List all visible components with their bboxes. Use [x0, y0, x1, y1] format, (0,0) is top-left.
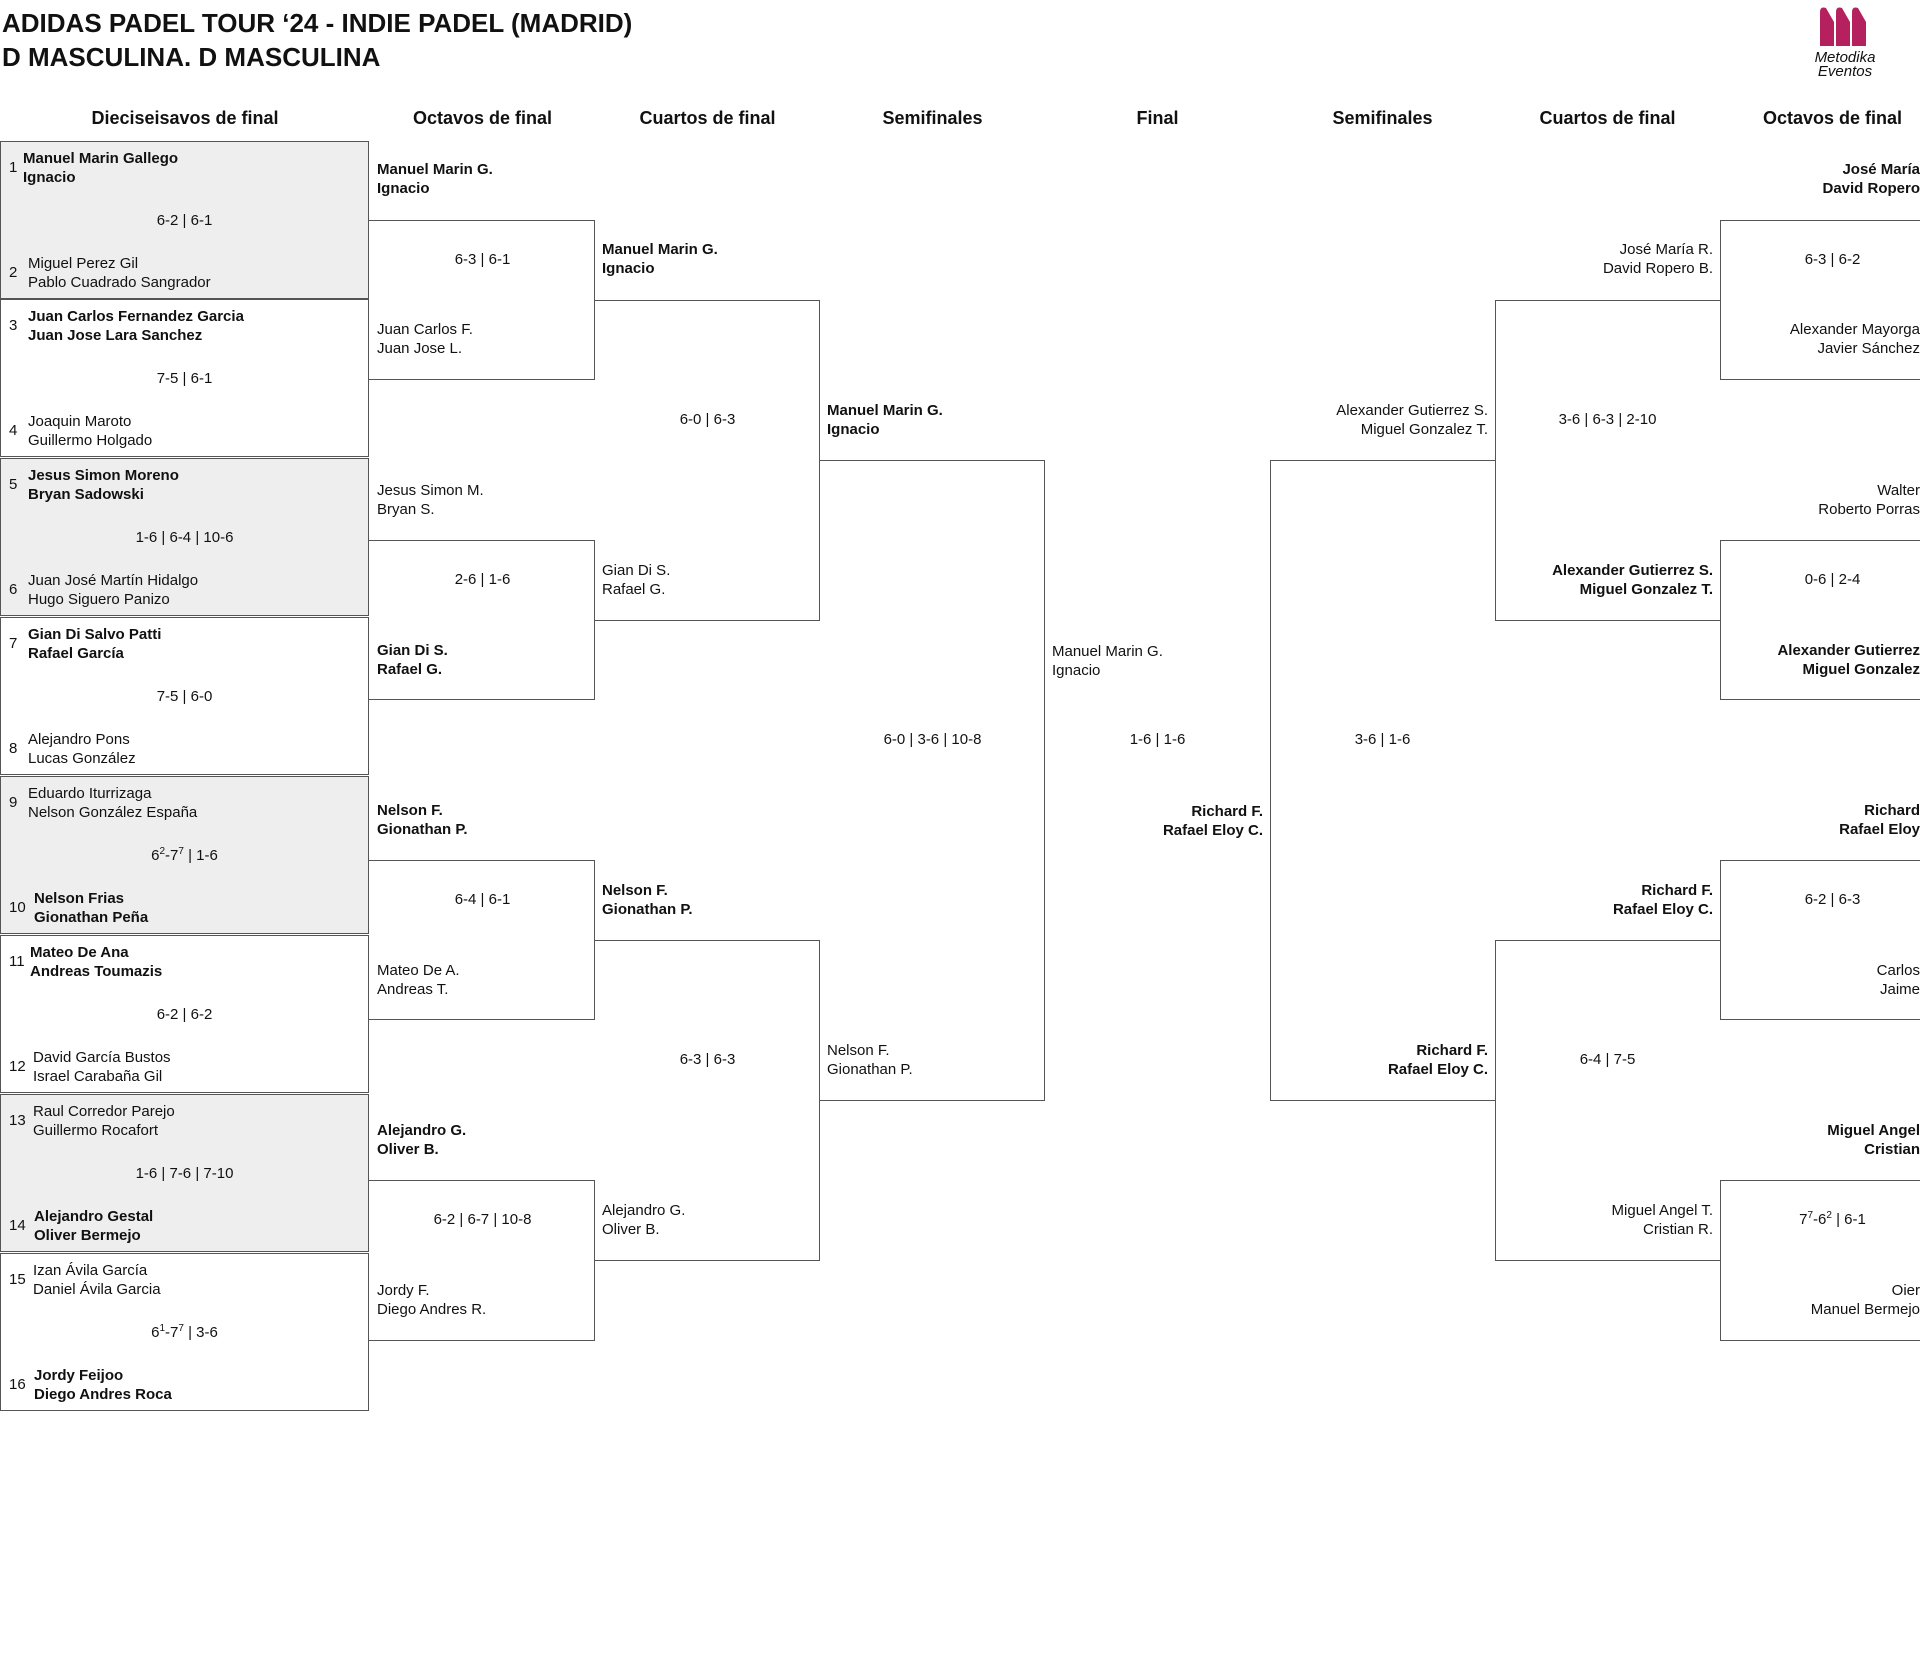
- qf-1-team-winner: Manuel Marin G. Ignacio: [602, 241, 718, 277]
- sf-team-loser: Nelson F. Gionathan P.: [827, 1042, 913, 1078]
- match-score: 6-2 | 6-2: [156, 1006, 213, 1023]
- sf-right-team-loser: Alexander Gutierrez S. Miguel Gonzalez T.: [1336, 402, 1488, 438]
- team-winner: Jesus Simon Moreno Bryan Sadowski: [28, 467, 179, 503]
- match-r32-3: [0, 458, 369, 616]
- qf-right-2-team-loser: Miguel Angel T. Cristian R.: [1611, 1202, 1713, 1238]
- match-score: 7-5 | 6-0: [156, 688, 213, 705]
- final-team-right: Richard F. Rafael Eloy C.: [1162, 803, 1263, 839]
- r16-3-score: 6-4 | 6-1: [454, 891, 511, 908]
- qf-right-2-score: 6-4 | 7-5: [1579, 1051, 1636, 1068]
- match-score: 1-6 | 6-4 | 10-6: [135, 529, 234, 546]
- team-loser: Raul Corredor Parejo Guillermo Rocafort: [33, 1103, 175, 1139]
- match-score: $6^1-7^7$ | 3-6: [151, 1323, 218, 1341]
- sf-score: 6-0 | 3-6 | 10-8: [883, 731, 982, 748]
- qf-2-score: 6-3 | 6-3: [679, 1051, 736, 1068]
- team-winner: Manuel Marin Gallego Ignacio: [23, 150, 179, 186]
- team-winner: Gian Di Salvo Patti Rafael García: [28, 626, 162, 662]
- round-heading-sf-right: Semifinales: [1332, 108, 1433, 128]
- seed-number: 6: [9, 581, 18, 598]
- match-score: 6-2 | 6-1: [156, 212, 213, 229]
- round-heading-r32: Dieciseisavos de final: [91, 108, 279, 128]
- match-score: 7-5 | 6-1: [156, 370, 213, 387]
- seed-number: 3: [9, 317, 18, 334]
- logo-text-line2: Eventos: [1817, 63, 1873, 80]
- qf-2-team-winner: Nelson F. Gionathan P.: [602, 882, 693, 918]
- round-heading-qf-right: Cuartos de final: [1539, 108, 1676, 128]
- sf-right-team-winner: Richard F. Rafael Eloy C.: [1387, 1042, 1488, 1078]
- r16-right-3-team-loser: Carlos Jaime: [1876, 962, 1920, 998]
- sf-team-winner: Manuel Marin G. Ignacio: [827, 402, 943, 438]
- seed-number: 16: [9, 1376, 26, 1393]
- bracket-connector-sf: [819, 460, 1045, 1101]
- team-winner: Alejandro Gestal Oliver Bermejo: [34, 1208, 154, 1244]
- qf-right-1-team-winner: Alexander Gutierrez S. Miguel Gonzalez T.: [1552, 562, 1713, 598]
- logo-mark-icon: [1790, 4, 1900, 48]
- r16-right-1-score: 6-3 | 6-2: [1804, 251, 1861, 268]
- match-r32-2: [0, 299, 369, 457]
- match-r32-1: [0, 141, 369, 299]
- team-loser: Miguel Perez Gil Pablo Cuadrado Sangrador: [28, 255, 211, 291]
- metodika-logo: [1790, 4, 1900, 78]
- r16-2-team-loser: Jesus Simon M. Bryan S.: [377, 482, 484, 518]
- team-winner: Mateo De Ana Andreas Toumazis: [30, 944, 163, 980]
- r16-2-team-winner: Gian Di S. Rafael G.: [377, 642, 448, 678]
- bracket-connector-sf-right: [1270, 460, 1496, 1101]
- team-winner: Juan Carlos Fernandez Garcia Juan Jose Lara Sanchez: [28, 308, 244, 344]
- r16-right-2-team-loser: Walter Roberto Porras: [1818, 482, 1920, 518]
- qf-1-score: 6-0 | 6-3: [679, 411, 736, 428]
- match-score: 1-6 | 7-6 | 7-10: [135, 1165, 234, 1182]
- round-heading-final: Final: [1136, 108, 1179, 128]
- final-team-left: Manuel Marin G. Ignacio: [1052, 643, 1163, 679]
- r16-right-1-team-winner: José María David Ropero: [1822, 161, 1920, 197]
- draw-category: D MASCULINA. D MASCULINA: [2, 42, 381, 72]
- seed-number: 7: [9, 635, 18, 652]
- match-r32-4: [0, 617, 369, 775]
- team-loser: Izan Ávila García Daniel Ávila Garcia: [33, 1262, 161, 1298]
- r16-2-score: 2-6 | 1-6: [454, 571, 511, 588]
- qf-right-2-team-winner: Richard F. Rafael Eloy C.: [1612, 882, 1713, 918]
- seed-number: 9: [9, 794, 18, 811]
- round-heading-r16-right: Octavos de final: [1762, 108, 1903, 128]
- round-heading-r16: Octavos de final: [412, 108, 553, 128]
- seed-number: 1: [9, 159, 18, 176]
- match-score: $6^2-7^7$ | 1-6: [151, 846, 218, 864]
- r16-4-team-winner: Alejandro G. Oliver B.: [377, 1122, 467, 1158]
- team-winner: Jordy Feijoo Diego Andres Roca: [34, 1367, 172, 1403]
- round-heading-sf: Semifinales: [882, 108, 983, 128]
- r16-right-3-score: 6-2 | 6-3: [1804, 891, 1861, 908]
- seed-number: 8: [9, 740, 18, 757]
- seed-number: 2: [9, 264, 18, 281]
- r16-3-team-loser: Mateo De A. Andreas T.: [377, 962, 460, 998]
- match-r32-7: [0, 1094, 369, 1252]
- team-loser: Juan José Martín Hidalgo Hugo Siguero Panizo: [28, 572, 199, 608]
- team-loser: Alejandro Pons Lucas González: [28, 731, 136, 767]
- r16-right-2-score: 0-6 | 2-4: [1804, 571, 1861, 588]
- match-r32-5: [0, 776, 369, 934]
- qf-1-team-loser: Gian Di S. Rafael G.: [602, 562, 671, 598]
- r16-4-score: 6-2 | 6-7 | 10-8: [433, 1211, 532, 1228]
- team-loser: Eduardo Iturrizaga Nelson González España: [28, 785, 198, 821]
- final-score: 1-6 | 1-6: [1129, 731, 1186, 748]
- sf-right-score: 3-6 | 1-6: [1354, 731, 1411, 748]
- seed-number: 15: [9, 1271, 26, 1288]
- r16-right-2-team-winner: Alexander Gutierrez Miguel Gonzalez: [1777, 642, 1920, 678]
- r16-4-team-loser: Jordy F. Diego Andres R.: [377, 1282, 487, 1318]
- match-r32-8: [0, 1253, 369, 1411]
- seed-number: 5: [9, 476, 18, 493]
- seed-number: 10: [9, 899, 26, 916]
- qf-right-1-team-loser: José María R. David Ropero B.: [1602, 241, 1713, 277]
- seed-number: 4: [9, 422, 18, 439]
- r16-1-team-loser: Juan Carlos F. Juan Jose L.: [377, 321, 473, 357]
- r16-right-1-team-loser: Alexander Mayorga Javier Sánchez: [1789, 321, 1920, 357]
- match-r32-6: [0, 935, 369, 1093]
- team-winner: Nelson Frias Gionathan Peña: [34, 890, 149, 926]
- r16-right-4-team-winner: Miguel Angel Cristian: [1827, 1122, 1920, 1158]
- r16-1-team-winner: Manuel Marin G. Ignacio: [377, 161, 493, 197]
- r16-3-team-winner: Nelson F. Gionathan P.: [377, 802, 468, 838]
- seed-number: 14: [9, 1217, 26, 1234]
- r16-right-4-score: $7^7-6^2$ | 6-1: [1799, 1210, 1866, 1228]
- r16-1-score: 6-3 | 6-1: [454, 251, 511, 268]
- seed-number: 11: [9, 953, 25, 970]
- qf-2-team-loser: Alejandro G. Oliver B.: [602, 1202, 686, 1238]
- team-loser: Joaquin Maroto Guillermo Holgado: [28, 413, 153, 449]
- seed-number: 12: [9, 1058, 26, 1075]
- r16-right-3-team-winner: Richard Rafael Eloy: [1839, 802, 1920, 838]
- team-loser: David García Bustos Israel Carabaña Gil: [33, 1049, 171, 1085]
- logo-text-line1: Metodika: [1814, 49, 1876, 66]
- tournament-title: ADIDAS PADEL TOUR ‘24 - INDIE PADEL (MADRID): [2, 8, 633, 38]
- qf-right-1-score: 3-6 | 6-3 | 2-10: [1558, 411, 1657, 428]
- seed-number: 13: [9, 1112, 26, 1129]
- round-heading-qf: Cuartos de final: [639, 108, 776, 128]
- r16-right-4-team-loser: Oier Manuel Bermejo: [1810, 1282, 1920, 1318]
